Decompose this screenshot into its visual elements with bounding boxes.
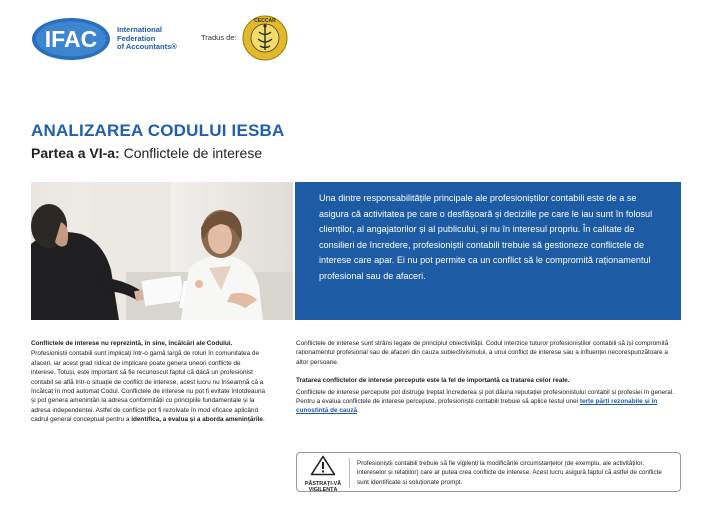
callout-text: Profesioniștii contabili trebuie să fie vigilenți la modificările circumstanțelor (de exemplu, ale activităților, intereselor și relațiilor) care ar putea crea conflicte de interese. Acest lucru asigură faptul că astfel de conflicte sunt identificate și soluționate prompt. (357, 460, 662, 486)
vigilance-callout (296, 452, 681, 492)
right-column-para1: Conflictele de interese sunt strâns legate de principiul obiectivității. Codul interzice tuturor profesioniștilor contabili să își compromită raționamentul profesional sau de afaceri din cauza subiectivismului, a unui conflict de interese sau a influenței necorespunzătoare a altor persoane. (296, 340, 669, 366)
vigilance-label-line2: VIGILENȚA (308, 487, 338, 494)
left-body-end: . (262, 416, 265, 424)
callout-divider (349, 458, 350, 488)
warning-icon (310, 455, 336, 476)
right-column-heading: Tratarea conflictelor de interese percepute este la fel de importantă ca tratarea celor reale. (296, 377, 570, 385)
left-body-bold: identifica, a evalua și a aborda amenințările (131, 416, 263, 424)
ifac-name-line2: Federation (117, 33, 156, 43)
left-body-text: Profesioniștii contabili sunt implicați într-o gamă largă de roluri în comunitatea de afaceri, iar acest grad ridicat de implicare poate genera uneori conflicte de interese. Totuși, este important să fie recunoscut faptul că dacă un profesionist contabil se află într-o situație de conflict de interese, acest lucru nu înseamnă că a încălcat în mod automat Codul. Conflictele de interese nu pot fi evitate întotdeauna și pot genera amenințări la adresa conformității cu principiile fundamentale și la adresa independenței. Astfel de conflicte pot fi rezolvate în mod eficace aplicând cadrul general conceptual pentru a (31, 350, 266, 424)
ifac-logo-text: IFAC (44, 26, 98, 52)
highlight-box (295, 182, 681, 320)
left-column (31, 339, 266, 425)
translated-by-label: Tradus de: (201, 33, 237, 42)
ceccar-logo-text: CECCAR (254, 18, 276, 24)
left-column-body (31, 349, 266, 424)
right-column (296, 339, 681, 416)
highlight-text: Una dintre responsabilitățile principale ale profesioniștilor contabili este de a se asigura că activitatea pe care o desfășoară și deciziile pe care le iau sunt în folosul clienților, al angajatorilor și al publicului, și nu în interesul propriu. În calitate de consilieri de încredere, profesioniștii contabili trebuie să gestioneze conflictele de interese care apar. Ei nu pot permite ca un conflict să le compromită raționamentul profesional sau de afaceri. (319, 193, 653, 281)
ceccar-logo (242, 15, 288, 61)
left-column-heading: Conflictele de interese nu reprezintă, în sine, încălcări ale Codului. (31, 340, 233, 347)
meeting-photo (31, 182, 293, 320)
right-para2-end: . (357, 407, 359, 415)
third-party-test-link[interactable]: terțe părți rezonabile și în cunoștință de cauză (296, 398, 658, 415)
subtitle-part: Partea a VI-a: (31, 145, 120, 161)
ifac-name (117, 26, 177, 52)
vigilance-icon-group (303, 455, 343, 494)
ifac-logo (31, 17, 111, 61)
page-subtitle (31, 145, 262, 161)
ifac-name-line3: of Accountants® (117, 42, 177, 52)
subtitle-topic: Conflictele de interese (119, 145, 263, 161)
vigilance-label-line1: PĂSTRAȚI-VĂ (304, 481, 342, 487)
ifac-name-line1: International (117, 25, 163, 34)
right-para2-text: Conflictele de interese percepute pot distruge treptat încrederea și pot dăuna reputației profesionistului contabil și profesiei în general. Pentru a evalua conflictele de interese percepute, profesioniștii contabili trebuie să aplice testul unei (296, 388, 674, 406)
right-column-para2 (296, 388, 681, 416)
page-title: ANALIZAREA CODULUI IESBA (31, 121, 285, 140)
